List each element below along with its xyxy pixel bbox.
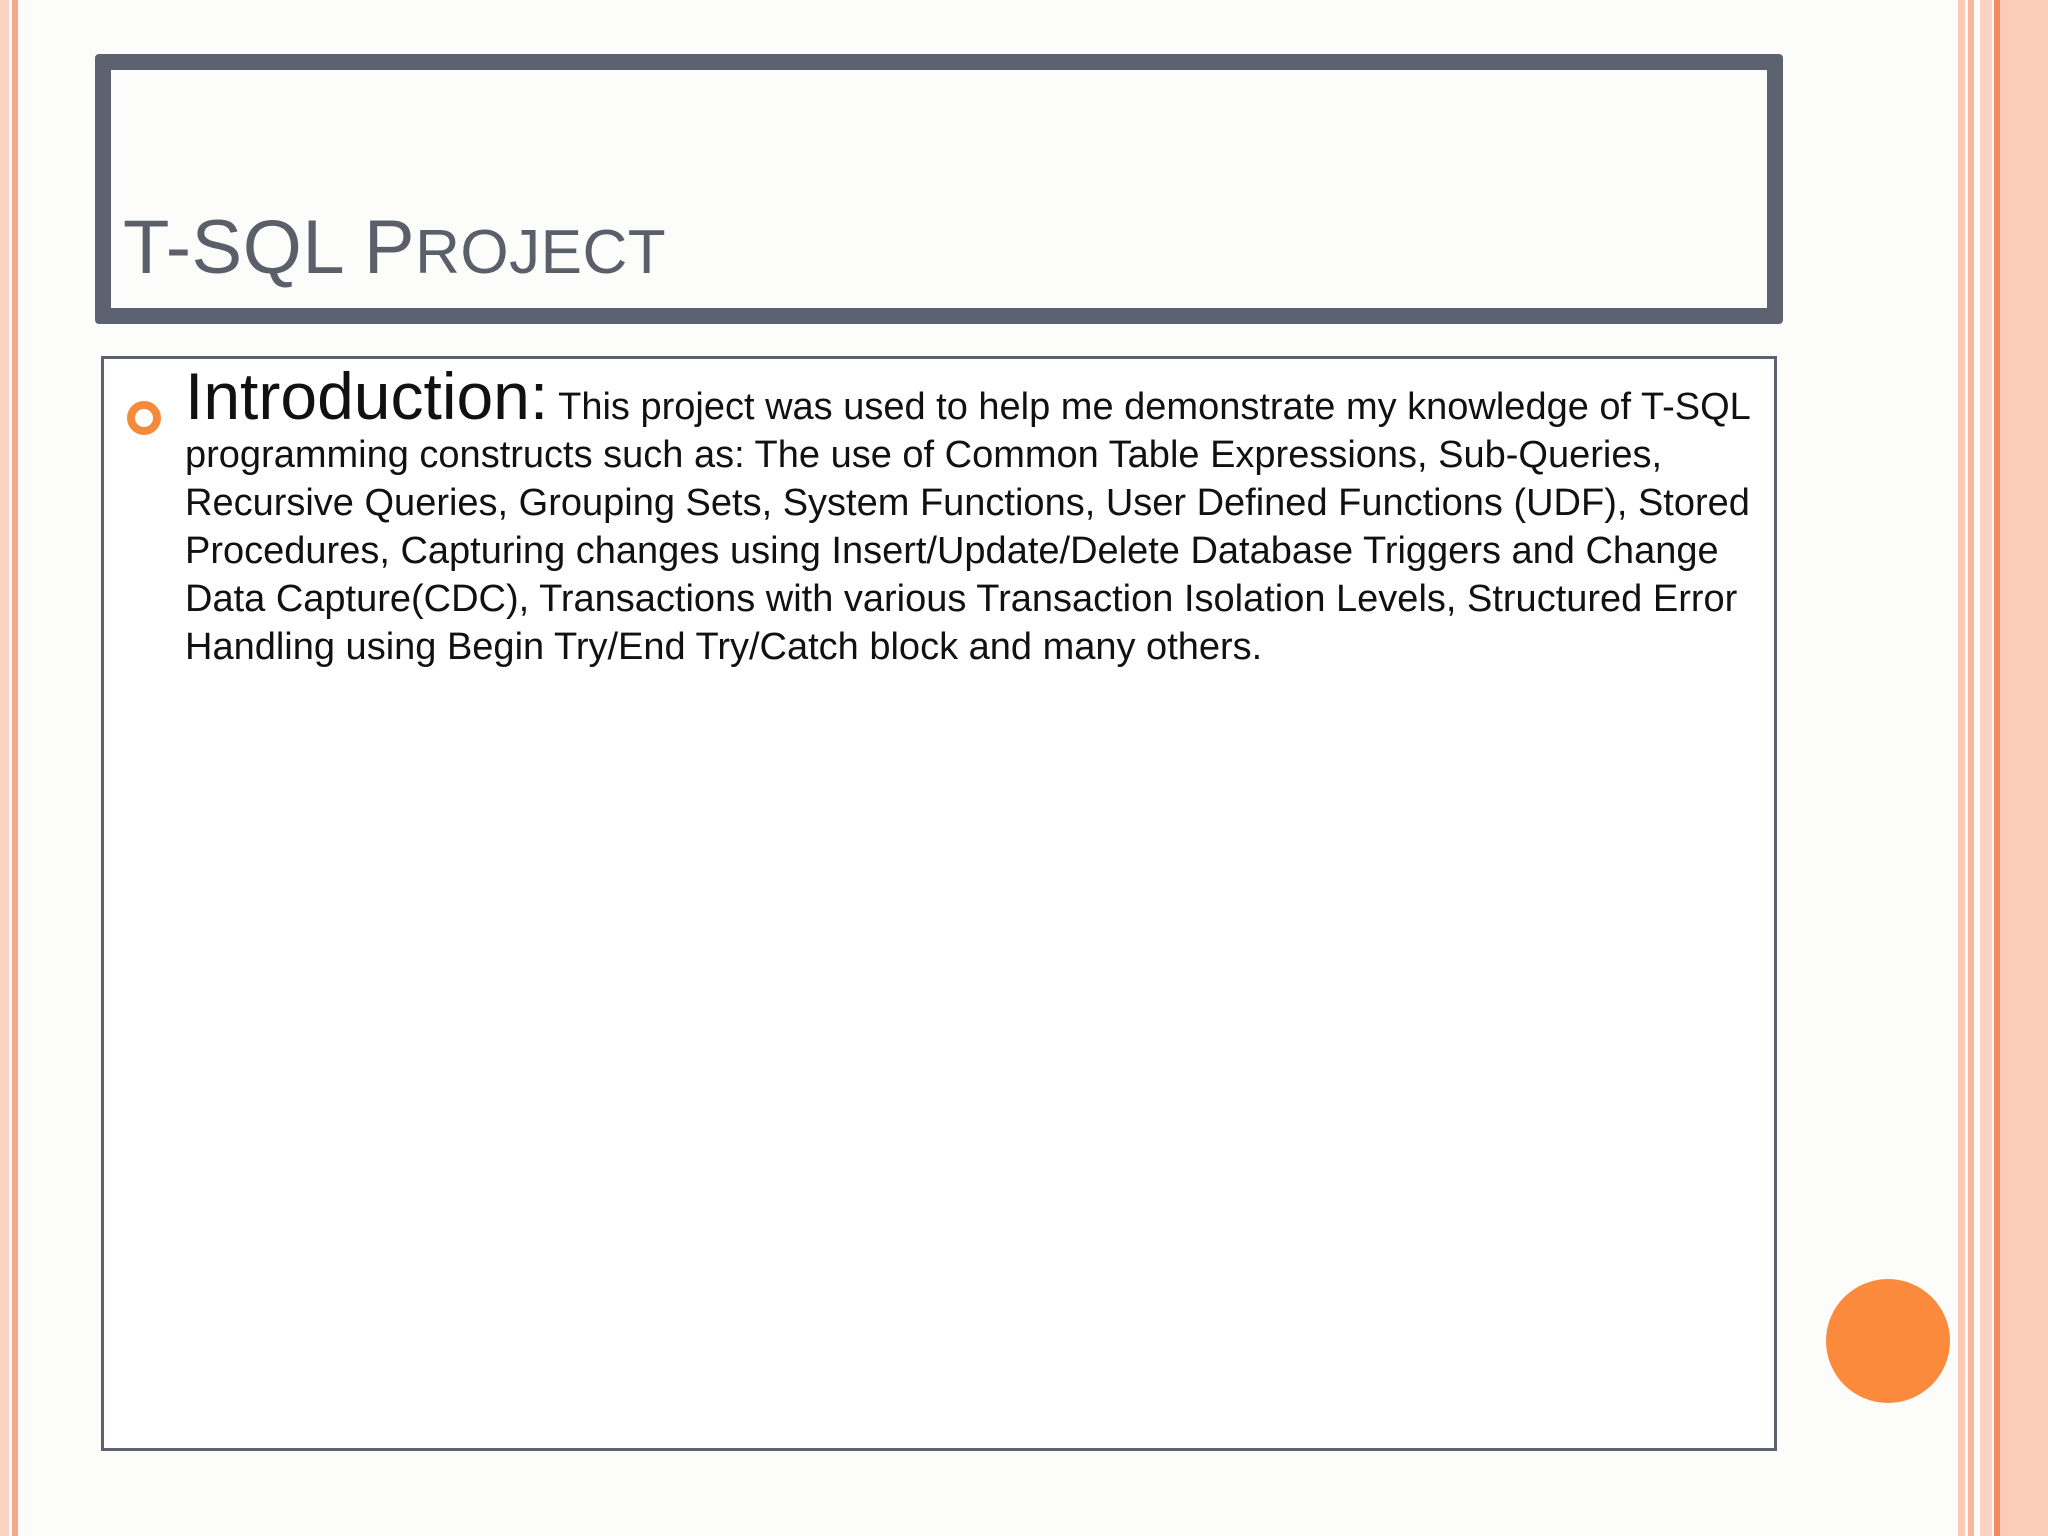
orange-dot-icon bbox=[1826, 1279, 1950, 1403]
right-decorative-stripe-2 bbox=[1968, 0, 1974, 1536]
left-decorative-stripe-dark bbox=[12, 0, 18, 1536]
intro-heading: Introduction: bbox=[185, 359, 549, 433]
slide-title-smallcaps: ROJECT bbox=[415, 218, 667, 287]
left-decorative-stripe-light bbox=[0, 0, 9, 1536]
hollow-circle-bullet-icon bbox=[127, 401, 161, 435]
right-decorative-stripe-3 bbox=[1980, 0, 1992, 1536]
intro-paragraph bbox=[185, 359, 1765, 671]
slide-title-main: T-SQL P bbox=[123, 205, 416, 290]
intro-text: This project was used to help me demonstrate my knowledge of T-SQL programming constructs such as: The use of Common Table Expressions, Sub-Queries, Recursive Queries, Grouping Sets, System Functions, User Defined Functions (UDF), Stored Procedures, Capturing changes using Insert/Update/Delete Database Triggers and Change Data Capture(CDC), Transactions with various Transaction Isolation Levels, Structured Error Handling using Begin Try/End Try/Catch block and many others. bbox=[185, 386, 1750, 668]
right-decorative-stripe-1 bbox=[1958, 0, 1965, 1536]
slide-title bbox=[123, 205, 667, 290]
right-decorative-stripe-5 bbox=[2000, 0, 2048, 1536]
